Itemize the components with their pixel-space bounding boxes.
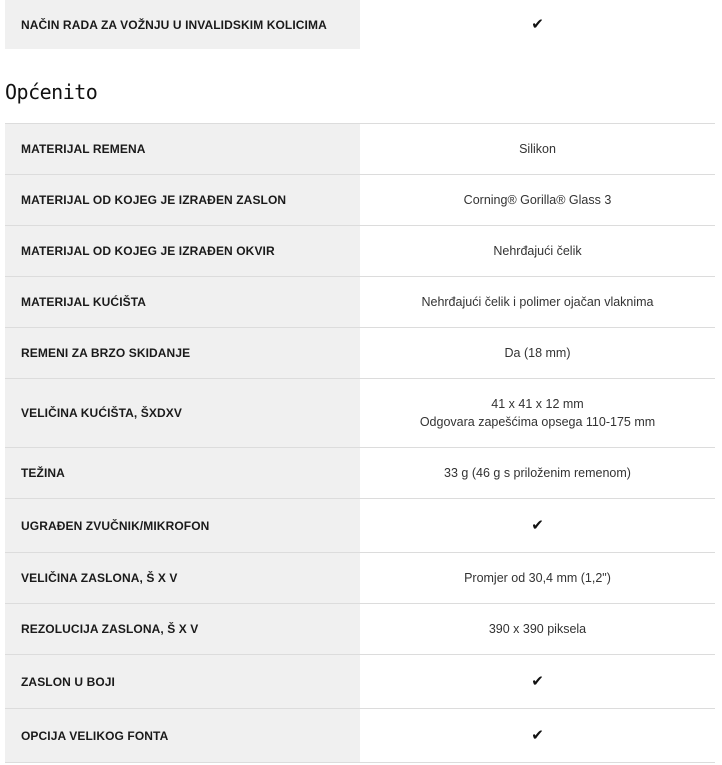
spec-value [360, 709, 715, 762]
checkmark-icon: ✔ [531, 726, 544, 744]
spec-row-wheelchair-mode [5, 0, 715, 49]
spec-label: UGRAĐEN ZVUČNIK/MIKROFON [5, 499, 360, 552]
spec-value: Nehrđajući čelik [493, 244, 582, 258]
spec-label: REZOLUCIJA ZASLONA, Š X V [5, 604, 360, 654]
spec-row [5, 448, 715, 499]
spec-label: TEŽINA [5, 448, 360, 498]
spec-row [5, 226, 715, 277]
spec-label: VELIČINA ZASLONA, Š X V [5, 553, 360, 603]
checkmark-icon: ✔ [531, 672, 544, 690]
spec-value: 390 x 390 piksela [488, 622, 587, 636]
spec-row [5, 379, 715, 448]
spec-value [360, 655, 715, 708]
spec-label: VELIČINA KUĆIŠTA, ŠXDXV [5, 379, 360, 447]
spec-label: MATERIJAL KUĆIŠTA [5, 277, 360, 327]
spec-row [5, 604, 715, 655]
spec-label: OPCIJA VELIKOG FONTA [5, 709, 360, 762]
spec-label: MATERIJAL REMENA [5, 124, 360, 174]
spec-value-line: Odgovara zapešćima opsega 110-175 mm [419, 415, 656, 429]
spec-row [5, 328, 715, 379]
checkmark-icon: ✔ [531, 516, 544, 534]
spec-row [5, 124, 715, 175]
spec-row [5, 277, 715, 328]
spec-row [5, 709, 715, 763]
spec-table [5, 123, 715, 763]
spec-label: MATERIJAL OD KOJEG JE IZRAĐEN ZASLON [5, 175, 360, 225]
spec-label: ZASLON U BOJI [5, 655, 360, 708]
checkmark-icon: ✔ [531, 15, 544, 33]
spec-value: Corning® Gorilla® Glass 3 [463, 193, 612, 207]
spec-value: 33 g (46 g s priloženim remenom) [444, 466, 631, 480]
spec-value [360, 0, 715, 49]
spec-row [5, 655, 715, 709]
spec-value: Nehrđajući čelik i polimer ojačan vlaknima [421, 295, 654, 309]
spec-label: NAČIN RADA ZA VOŽNJU U INVALIDSKIM KOLICIMA [5, 0, 360, 49]
spec-value-line: 41 x 41 x 12 mm [491, 397, 584, 411]
spec-value: Da (18 mm) [504, 346, 571, 360]
spec-row [5, 175, 715, 226]
section-title: Općenito [5, 80, 98, 104]
spec-value [360, 499, 715, 552]
spec-label: REMENI ZA BRZO SKIDANJE [5, 328, 360, 378]
spec-row [5, 499, 715, 553]
spec-label: MATERIJAL OD KOJEG JE IZRAĐEN OKVIR [5, 226, 360, 276]
spec-value: Silikon [519, 142, 556, 156]
spec-value [360, 379, 715, 447]
spec-row [5, 553, 715, 604]
spec-value: Promjer od 30,4 mm (1,2") [464, 571, 611, 585]
